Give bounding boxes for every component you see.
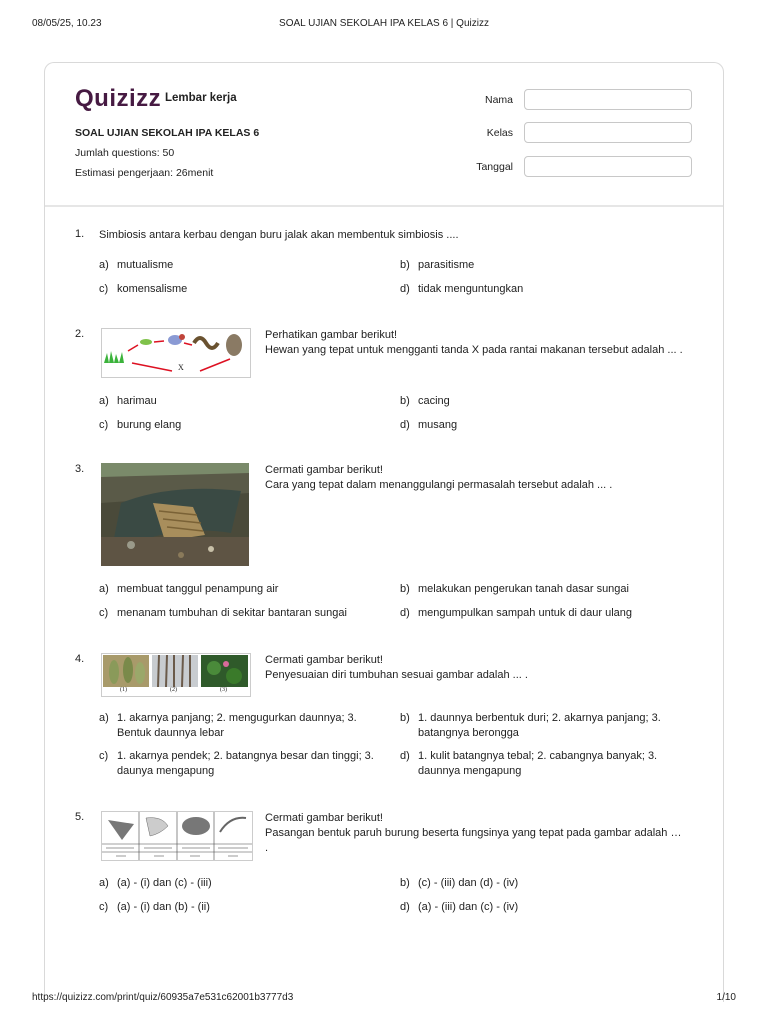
- question-text: Penyesuaian diri tumbuhan sesuai gambar adalah ... .: [265, 669, 528, 681]
- image-label-2: (2): [170, 687, 177, 693]
- print-datetime: 08/05/25, 10.23: [32, 18, 102, 29]
- plant-adaptation-image: [101, 653, 251, 697]
- worksheet-subtitle: Lembar kerja: [165, 92, 237, 104]
- image-label-x: X: [178, 363, 184, 372]
- question-text: Simbiosis antara kerbau dengan buru jalak akan membentuk simbiosis ....: [99, 229, 459, 241]
- quiz-title: SOAL UJIAN SEKOLAH IPA KELAS 6: [75, 127, 260, 139]
- question-instruction: Perhatikan gambar berikut!: [265, 329, 398, 341]
- question-number: 3.: [75, 463, 85, 475]
- bird-beak-table-image: [101, 811, 253, 861]
- date-label: Tanggal: [476, 161, 513, 173]
- image-label-1: (1): [120, 687, 127, 693]
- question-number: 5.: [75, 811, 85, 823]
- question-text: Hewan yang tepat untuk mengganti tanda X pada rantai makanan tersebut adalah ... .: [265, 344, 683, 356]
- polluted-river-photo: [101, 463, 249, 566]
- question-text-end: .: [265, 842, 269, 854]
- question-number: 4.: [75, 653, 85, 665]
- question-instruction: Cermati gambar berikut!: [265, 464, 383, 476]
- question-instruction: Cermati gambar berikut!: [265, 812, 383, 824]
- print-url[interactable]: https://quizizz.com/print/quiz/60935a7e531c62001b3777d3: [32, 992, 294, 1003]
- print-tab-title: SOAL UJIAN SEKOLAH IPA KELAS 6 | Quizizz: [279, 18, 489, 29]
- worksheet-header: [45, 63, 723, 207]
- time-estimate: Estimasi pengerjaan: 26menit: [75, 167, 214, 179]
- question-count: Jumlah questions: 50: [75, 147, 175, 159]
- name-label: Nama: [484, 94, 513, 106]
- class-label: Kelas: [486, 127, 513, 139]
- question-number: 1.: [75, 228, 85, 240]
- date-field[interactable]: [524, 156, 692, 177]
- question-text: Cara yang tepat dalam menanggulangi permasalah tersebut adalah ... .: [265, 479, 613, 491]
- worksheet: Quizizz Lembar kerja SOAL UJIAN SEKOLAH IPA KELAS 6 Jumlah questions: 50 Estimasi pengerjaan: 26menit Nama Kelas Tanggal 1. Simbiosis antara kerbau dengan buru jalak akan membentuk simbiosis .... a) mutualisme b) parasitisme c) komensalisme d) tidak menguntungkan 2. X Perhatikan gambar berikut! Hewan yang tepat untuk mengganti tanda X pada rantai makanan tersebut adalah ... . a) harimau b) cacing c) burung elang d) musang 3. Cermati gambar berikut! Cara yang tepat dalam menanggulangi permasalah tersebut adalah ... . a) membuat tanggul penampung air b) melakukan pengerukan tanah dasar sungai c) menanam tumbuhan di sekitar bantaran sungai d) mengumpulkan sampah untuk di daur ulang 4. (1) (2) (3) Cermati gambar berikut! Penyesuaian diri tumbuhan sesuai gambar adalah ... . a) 1. akarnya panjang; 2. mengugurkan daunnya; 3. Bentuk daunnya lebar b) 1. daunnya berbentuk duri; 2. akarnya panjang; 3. batangnya berongga c) 1. akarnya pendek; 2. batangnya besar dan tinggi; 3. daunya mengapung d) 1. kulit batangnya tebal; 2. cabangnya banyak; 3. daunnya mengapung 5. Cermati gambar berikut! Pasangan bentuk paruh burung beserta fungsinya yang tepat pada gambar adalah … . a) (a) - (i) dan (c) - (iii) b) (c) - (iii) dan (d) - (iv) c) (a) - (i) dan (b) - (ii) d) (a) - (iii) dan (c) - (iv): [44, 62, 724, 1002]
- image-label-3: (3): [220, 687, 227, 693]
- page-number: 1/10: [716, 992, 736, 1003]
- name-field[interactable]: [524, 89, 692, 110]
- class-field[interactable]: [524, 122, 692, 143]
- food-chain-image: [101, 328, 251, 378]
- quizizz-logo: Quizizz: [75, 85, 162, 112]
- question-text: Pasangan bentuk paruh burung beserta fungsinya yang tepat pada gambar adalah …: [265, 827, 682, 839]
- question-instruction: Cermati gambar berikut!: [265, 654, 383, 666]
- question-number: 2.: [75, 328, 85, 340]
